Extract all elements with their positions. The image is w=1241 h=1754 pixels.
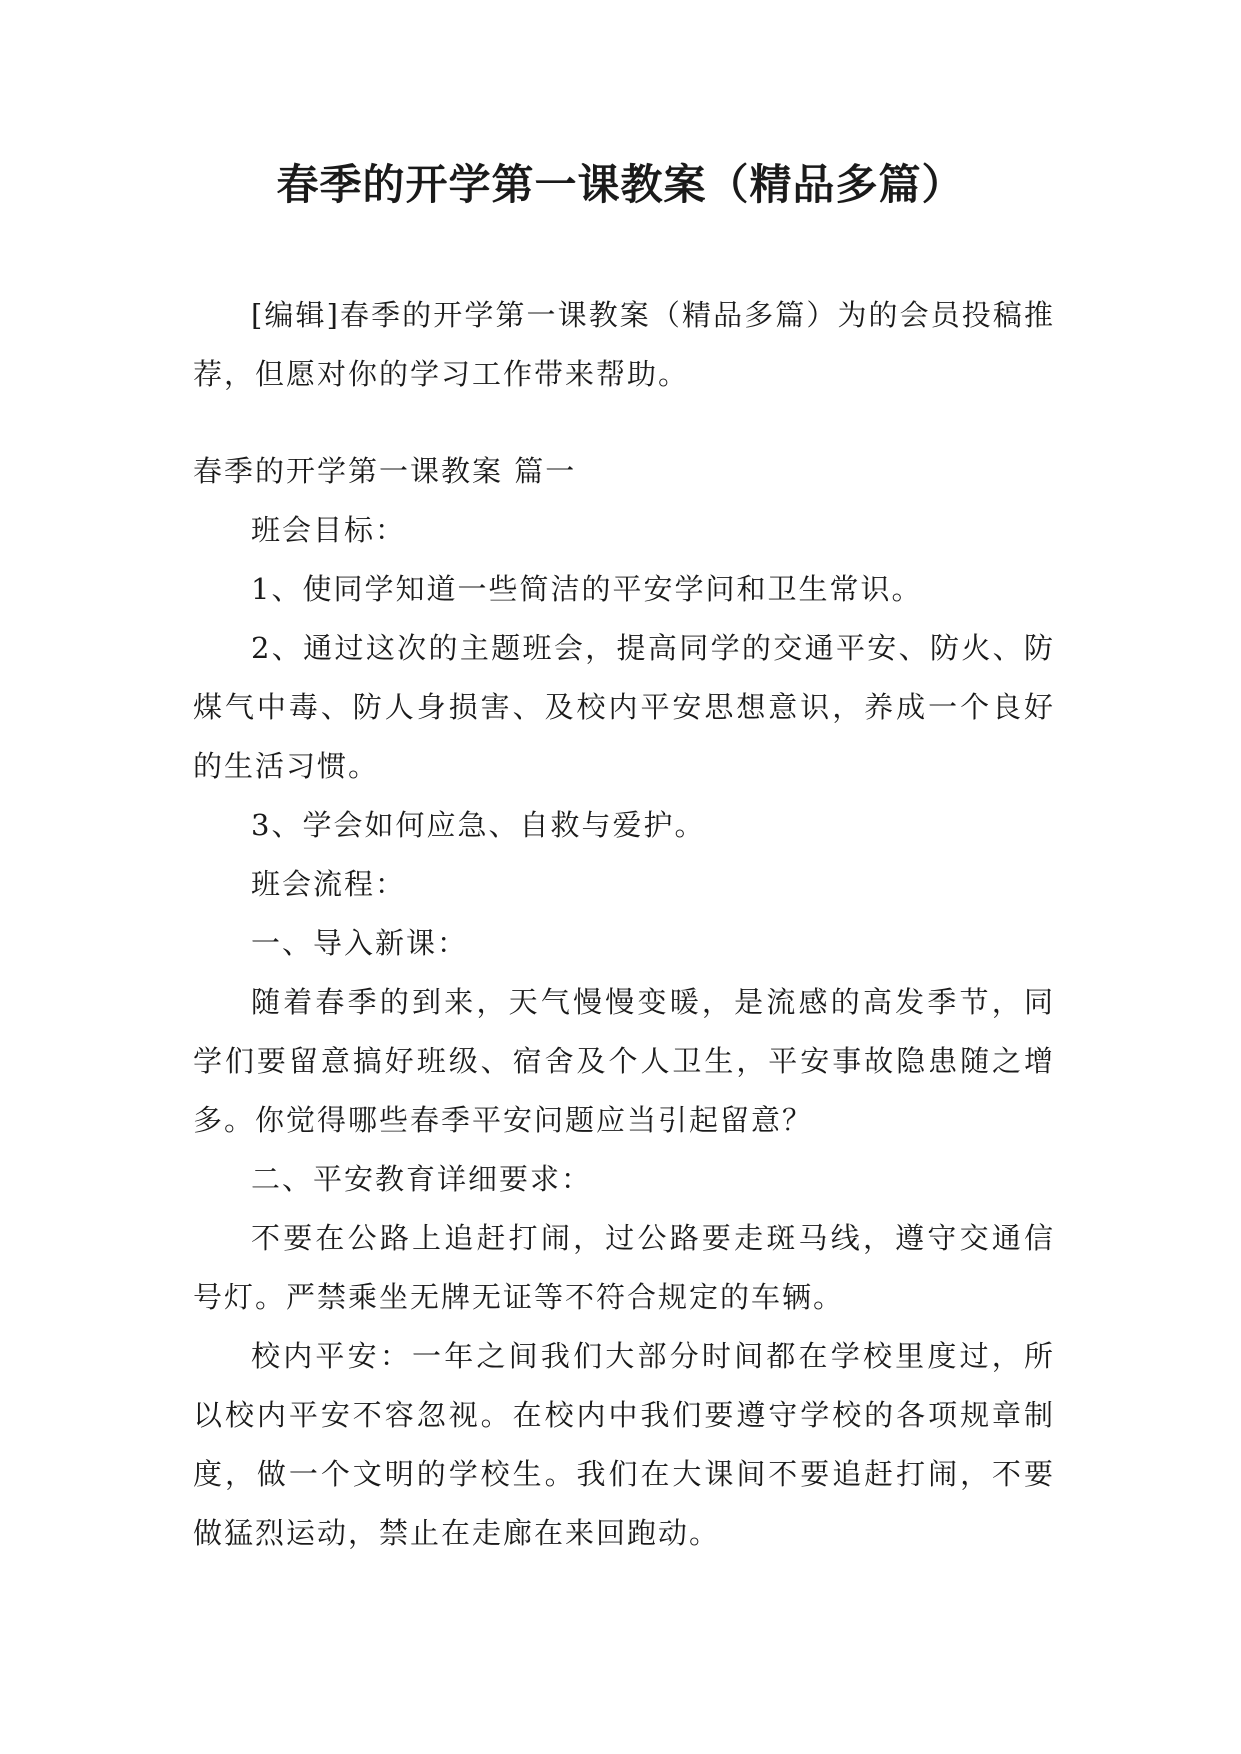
- spacer: [193, 404, 1055, 442]
- paragraph-traffic-safety: 不要在公路上追赶打闹，过公路要走斑马线，遵守交通信号灯。严禁乘坐无牌无证等不符合规定的车辆。: [193, 1221, 1055, 1314]
- document-body: [193, 286, 1055, 1563]
- paragraph-step-1-heading: 一、导入新课：: [251, 926, 469, 960]
- paragraph-goal-heading: 班会目标：: [251, 513, 407, 547]
- paragraph-step-2-heading: 二、平安教育详细要求：: [251, 1162, 593, 1196]
- document-title: 春季的开学第一课教案（精品多篇）: [276, 160, 965, 209]
- paragraph-goal-1: 1、使同学知道一些简洁的平安学问和卫生常识。: [251, 572, 923, 606]
- section-heading: 春季的开学第一课教案 篇一: [193, 454, 577, 488]
- paragraph-step-1-text: 随着春季的到来，天气慢慢变暖，是流感的高发季节，同学们要留意搞好班级、宿舍及个人卫生，平安事故隐患随之增多。你觉得哪些春季平安问题应当引起留意？: [193, 985, 1055, 1137]
- paragraph-process-heading: 班会流程：: [251, 867, 407, 901]
- intro-paragraph: [编辑]春季的开学第一课教案（精品多篇）为的会员投稿推荐，但愿对你的学习工作带来帮助。: [193, 298, 1055, 391]
- paragraph-campus-safety: 校内平安：一年之间我们大部分时间都在学校里度过，所以校内平安不容忽视。在校内中我们要遵守学校的各项规章制度，做一个文明的学校生。我们在大课间不要追赶打闹，不要做猛烈运动，禁止在走廊在来回跑动。: [193, 1339, 1055, 1550]
- paragraph-goal-3: 3、学会如何应急、自救与爱护。: [251, 808, 706, 842]
- paragraph-goal-2: 2、通过这次的主题班会，提高同学的交通平安、防火、防煤气中毒、防人身损害、及校内平安思想意识，养成一个良好的生活习惯。: [193, 631, 1055, 783]
